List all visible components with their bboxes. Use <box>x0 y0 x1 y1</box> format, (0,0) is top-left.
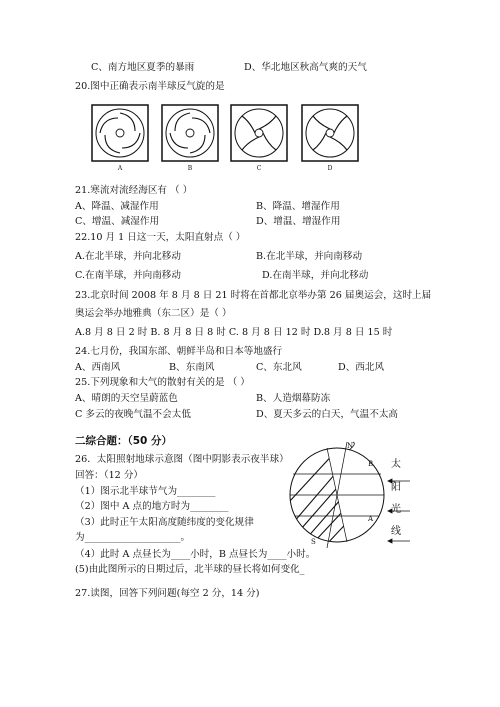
label-a: A <box>368 515 374 523</box>
q23-line-2: 奥运会举办地雅典（东二区）是（ ） <box>75 308 232 319</box>
q26-line-4: （2）图中 A 点的地方时为________ <box>75 501 229 512</box>
q21-option-c: C、增温、减湿作用 <box>75 216 160 227</box>
figure-label-a: A <box>117 165 123 172</box>
cyclone-figure-b <box>161 104 219 162</box>
q21-option-d: D、增温、增湿作用 <box>256 216 341 227</box>
q24-option-c: C、东北风 <box>256 362 302 373</box>
q27-stem: 27.读图，回答下列问题(每空 2 分，14 分) <box>75 588 260 599</box>
q25-option-a: A、晴朗的天空呈蔚蓝色 <box>75 393 178 404</box>
figure-label-b: B <box>187 165 193 172</box>
sunlight-char-3: 光 <box>391 504 401 515</box>
q21-option-a: A、降温、减湿作用 <box>75 201 159 212</box>
q24-option-d: D、西北风 <box>338 362 385 373</box>
earth-illumination-figure <box>287 440 387 553</box>
section-heading: 二综合题：（50 分） <box>75 435 173 447</box>
sunlight-char-1: 太 <box>391 459 401 470</box>
q19-option-c: C、南方地区夏季的暴雨 <box>91 62 195 73</box>
q21-option-b: B、降温、增湿作用 <box>256 201 340 212</box>
q22-option-d: D.在南半球，并向北移动 <box>262 270 369 281</box>
q19-option-d: D、华北地区秋高气爽的天气 <box>244 62 367 73</box>
q25-option-c: C 多云的夜晚气温不会太低 <box>75 409 191 420</box>
q22-option-a: A.在北半球，并向北移动 <box>75 251 181 262</box>
q21-stem: 21.寒流对流经海区有 （ ） <box>75 185 193 196</box>
q23-options: A.8 月 8 日 2 时 B. 8 月 8 日 8 时 C. 8 月 8 日 12 时 D.8 月 8 日 15 时 <box>75 327 393 338</box>
q22-stem: 22.10 月 1 日这一天，太阳直射点（ ） <box>75 232 246 243</box>
q22-option-c: C.在南半球，并向南移动 <box>75 270 181 281</box>
sunlight-char-4: 线 <box>391 526 401 537</box>
q26-line-7: （4）此时 A 点昼长为____小时，B 点昼长为____小时。 <box>75 549 316 560</box>
figure-label-d: D <box>327 165 333 172</box>
q26-line-6: 为____________________。 <box>75 532 191 543</box>
q25-option-d: D、夏天多云的白天，气温不太高 <box>256 409 399 420</box>
q20-stem: 20.图中正确表示南半球反气旋的是 <box>75 81 225 92</box>
q26-line-2: 回答：（12 分） <box>75 470 144 481</box>
label-s: S <box>311 538 316 546</box>
label-b: B <box>368 460 374 468</box>
q22-option-b: B.在北半球，并向南移动 <box>256 251 363 262</box>
q25-option-b: B、人造烟幕防冻 <box>256 393 331 404</box>
figure-label-c: C <box>256 165 262 172</box>
q26-line-5: （3）此时正午太阳高度随纬度的变化规律 <box>75 517 254 528</box>
q24-stem: 24.七月份，我国东部、朝鲜半岛和日本等地盛行 <box>75 346 283 357</box>
sunlight-char-2: 阳 <box>391 482 401 493</box>
q26-line-8: (5)由此图所示的日期过后，北半球的昼长将如何变化_ <box>75 564 305 575</box>
cyclone-figure-a <box>91 104 149 162</box>
cyclone-figure-d <box>301 104 359 162</box>
q26-line-3: （1）图示北半球节气为________ <box>75 486 216 497</box>
label-n: N <box>347 442 354 450</box>
q24-option-b: B、东南风 <box>169 362 215 373</box>
q26-line-1: 26．太阳照射地球示意图（图中阴影表示夜半球） <box>75 454 289 465</box>
q24-option-a: A、西南风 <box>75 362 121 373</box>
cyclone-figure-c <box>230 104 288 162</box>
q25-stem: 25.下列现象和大气的散射有关的是 （ ） <box>75 377 250 388</box>
q23-line-1: 23.北京时间 2008 年 8 月 8 日 21 时将在首都北京举办第 26 届奥运会，这时上届 <box>75 290 432 301</box>
